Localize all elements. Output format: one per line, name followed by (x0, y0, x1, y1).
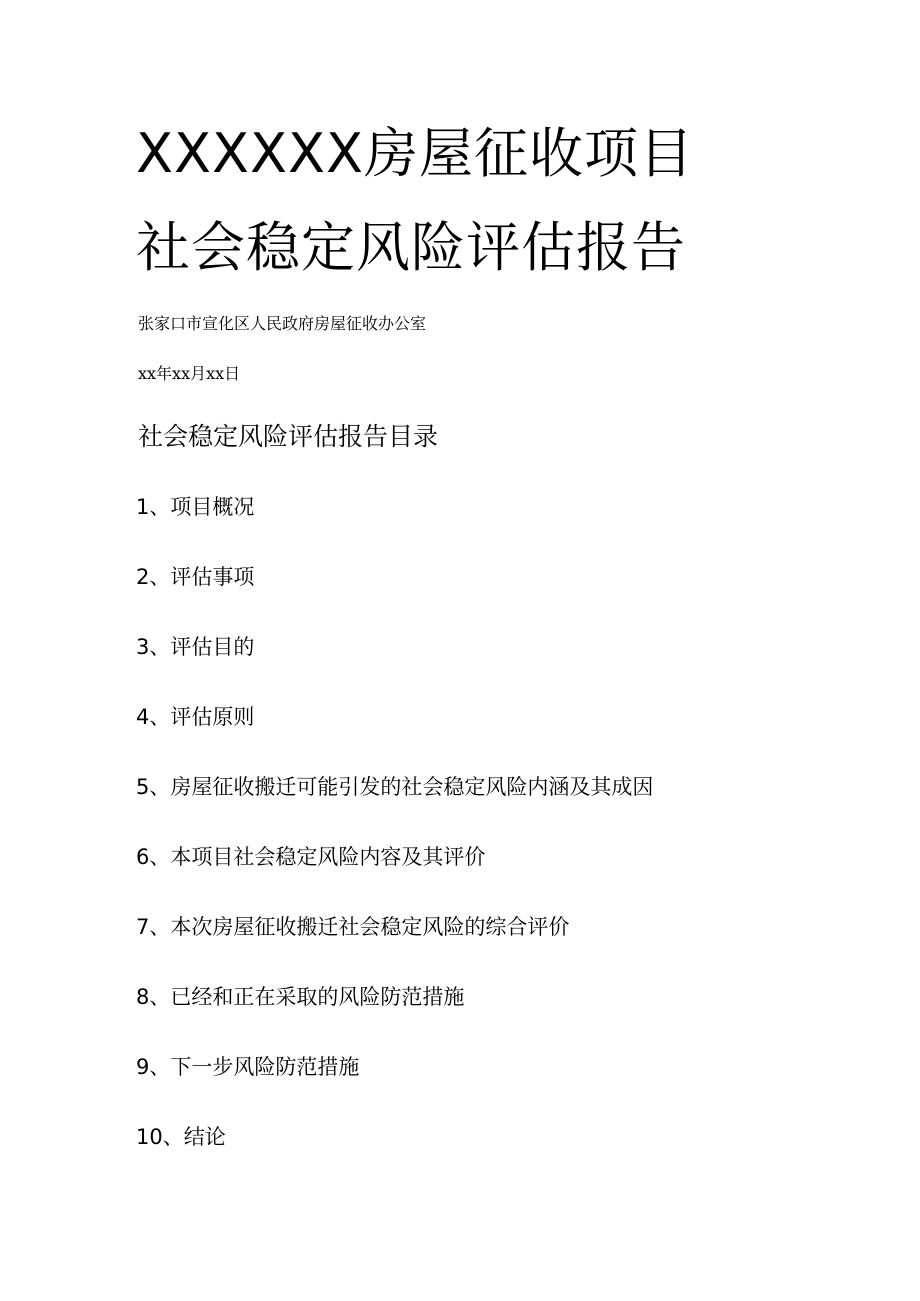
report-date: xx年xx月xx日 (138, 364, 241, 383)
toc-item-risk-causes[interactable]: 5、房屋征收搬迁可能引发的社会稳定风险内涵及其成因 (136, 775, 654, 799)
toc-item-assessment-principles[interactable]: 4、评估原则 (136, 705, 255, 729)
report-title-line-2: 社会稳定风险评估报告 (136, 216, 686, 279)
report-title-line-1: XXXXXX房屋征收项目 (136, 122, 694, 185)
toc-item-conclusion[interactable]: 10、结论 (136, 1125, 226, 1149)
issuing-organization: 张家口市宣化区人民政府房屋征收办公室 (138, 314, 427, 333)
toc-item-assessment-purpose[interactable]: 3、评估目的 (136, 635, 255, 659)
toc-item-assessment-matters[interactable]: 2、评估事项 (136, 565, 255, 589)
toc-item-next-measures[interactable]: 9、下一步风险防范措施 (136, 1055, 360, 1079)
toc-item-comprehensive-evaluation[interactable]: 7、本次房屋征收搬迁社会稳定风险的综合评价 (136, 915, 570, 939)
toc-item-risk-content-evaluation[interactable]: 6、本项目社会稳定风险内容及其评价 (136, 845, 486, 869)
toc-item-measures-taken[interactable]: 8、已经和正在采取的风险防范措施 (136, 985, 465, 1009)
toc-heading: 社会稳定风险评估报告目录 (138, 422, 439, 451)
toc-item-project-overview[interactable]: 1、项目概况 (136, 495, 255, 519)
table-of-contents (136, 490, 653, 1190)
